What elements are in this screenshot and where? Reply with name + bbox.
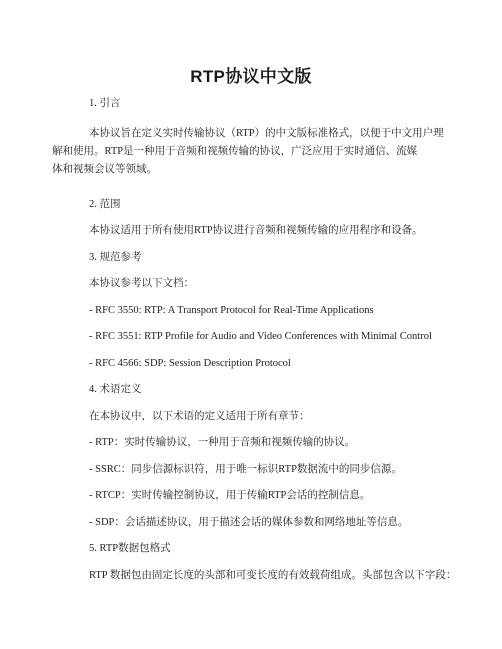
section-heading-intro: 1. 引言 <box>89 98 121 109</box>
term-item: - SDP：会话描述协议，用于描述会话的媒体参数和网络地址等信息。 <box>89 517 409 528</box>
ref-item: - RFC 4566: SDP: Session Description Protocol <box>89 358 291 369</box>
term-item: - RTP：实时传输协议，一种用于音频和视频传输的协议。 <box>89 437 356 448</box>
refs-intro: 本协议参考以下文档： <box>89 278 194 289</box>
section-heading-format: 5. RTP数据包格式 <box>89 543 171 554</box>
section-heading-terms: 4. 术语定义 <box>89 384 142 395</box>
terms-intro: 在本协议中，以下术语的定义适用于所有章节： <box>89 411 310 422</box>
section-heading-refs: 3. 规范参考 <box>89 252 142 263</box>
intro-paragraph <box>52 125 464 179</box>
intro-paragraph-line-2: 解和使用。RTP是一种用于音频和视频传输的协议，广泛应用于实时通信、流媒 <box>52 146 418 157</box>
intro-paragraph-line-3: 体和视频会议等领域。 <box>52 164 157 175</box>
document-title: RTP协议中文版 <box>190 67 312 86</box>
format-text: RTP 数据包由固定长度的头部和可变长度的有效载荷组成。头部包含以下字段： <box>89 570 457 581</box>
term-item: - RTCP：实时传输控制协议，用于传输RTP会话的控制信息。 <box>89 490 371 501</box>
scope-text: 本协议适用于所有使用RTP协议进行音频和视频传输的应用程序和设备。 <box>89 225 423 236</box>
ref-item: - RFC 3550: RTP: A Transport Protocol for Real-Time Applications <box>89 305 374 316</box>
intro-paragraph-line-1: 本协议旨在定义实时传输协议（RTP）的中文版标准格式，以便于中文用户理 <box>89 128 444 139</box>
term-item: - SSRC：同步信源标识符，用于唯一标识RTP数据流中的同步信源。 <box>89 464 402 475</box>
section-heading-scope: 2. 范围 <box>89 199 121 210</box>
ref-item: - RFC 3551: RTP Profile for Audio and Video Conferences with Minimal Control <box>89 331 432 342</box>
